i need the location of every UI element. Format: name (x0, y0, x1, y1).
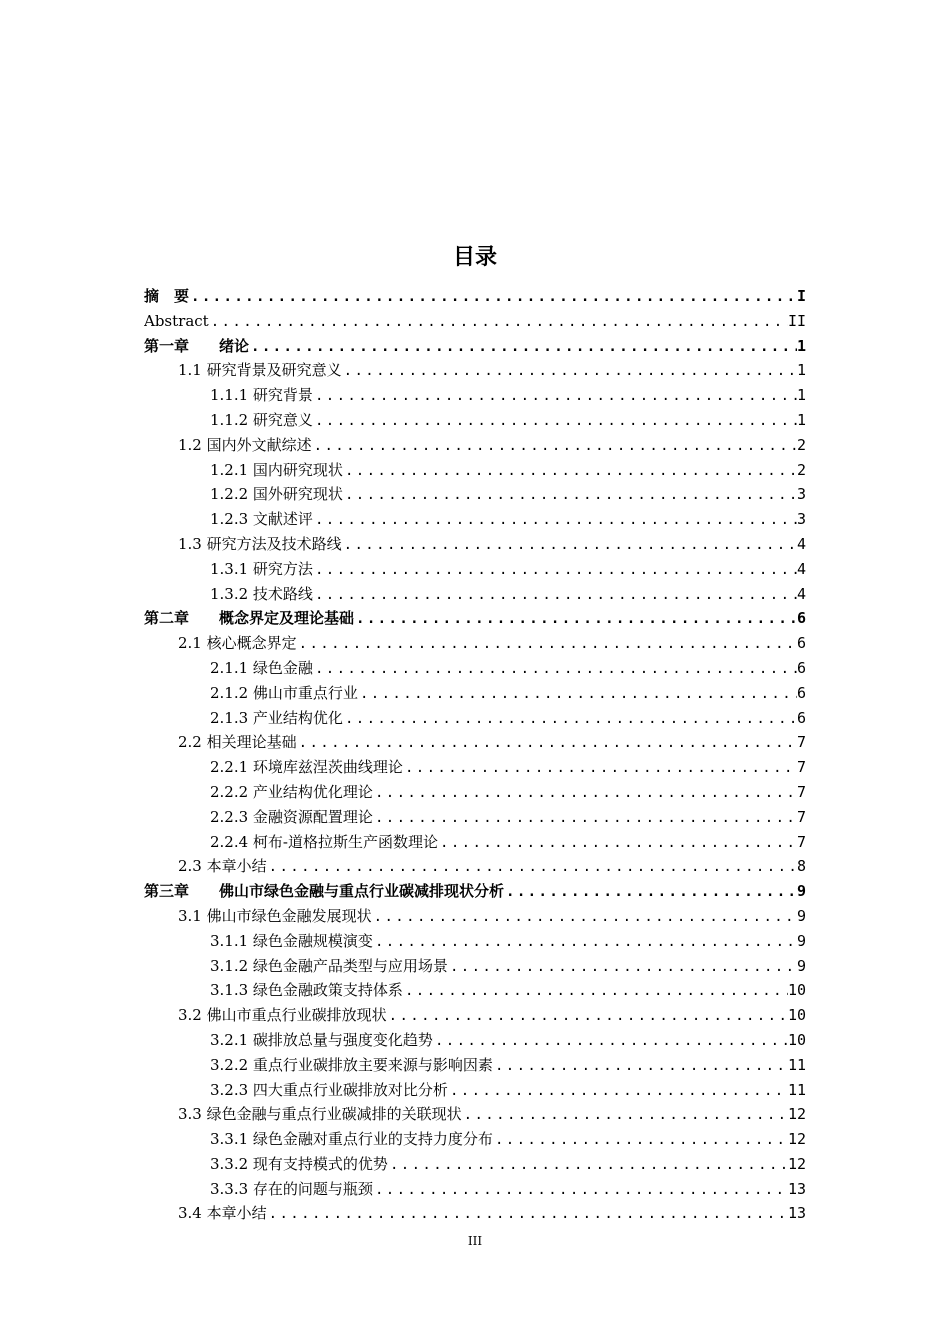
toc-leader-dots (313, 409, 797, 433)
toc-entry-label: 2.1 核心概念界定 (178, 634, 297, 653)
toc-leader-dots (372, 905, 797, 929)
toc-entry-label: 第三章 佛山市绿色金融与重点行业碳减排现状分析 (144, 882, 505, 901)
toc-leader-dots (403, 979, 788, 1003)
toc-leader-dots (358, 682, 797, 706)
toc-entry[interactable] (144, 433, 806, 458)
toc-entry-page: 4 (796, 559, 806, 578)
toc-entry[interactable] (144, 631, 806, 656)
toc-entry-label: 2.1.3 产业结构优化 (210, 708, 343, 727)
toc-entry-page: 1 (796, 410, 806, 429)
toc-entry-page: 7 (796, 782, 806, 801)
toc-leader-dots (373, 806, 797, 830)
toc-entry-page: 7 (796, 807, 806, 826)
toc-entry[interactable] (144, 309, 806, 334)
toc-entry-page: 7 (796, 758, 806, 777)
toc-leader-dots (342, 533, 797, 557)
toc-leader-dots (297, 731, 797, 755)
toc-entry-page: 12 (787, 1130, 806, 1149)
toc-entry-label: 2.1.1 绿色金融 (210, 658, 313, 677)
toc-entry-label: 3.2.1 碳排放总量与强度变化趋势 (210, 1030, 433, 1049)
toc-entry-label: 2.2 相关理论基础 (178, 733, 297, 752)
toc-entry-label: 1.2 国内外文献综述 (178, 435, 312, 454)
table-of-contents (144, 284, 806, 1226)
toc-entry-label: 1.3 研究方法及技术路线 (178, 534, 342, 553)
toc-leader-dots (387, 1004, 788, 1028)
toc-entry-label: 1.3.1 研究方法 (210, 559, 313, 578)
toc-entry[interactable] (144, 284, 806, 309)
toc-entry-label: 3.1.2 绿色金融产品类型与应用场景 (210, 956, 448, 975)
page-number-footer: III (467, 1234, 483, 1248)
toc-entry[interactable] (144, 1003, 806, 1028)
toc-entry-page: 13 (787, 1204, 806, 1223)
toc-entry-label: 3.1.3 绿色金融政策支持体系 (210, 981, 403, 1000)
toc-leader-dots (209, 310, 788, 334)
toc-entry-label: 2.2.2 产业结构优化理论 (210, 782, 373, 801)
toc-entry-page: 7 (796, 733, 806, 752)
toc-leader-dots (448, 1079, 788, 1103)
toc-entry[interactable] (144, 681, 806, 706)
toc-entry-label: Abstract (144, 311, 209, 330)
toc-entry[interactable] (144, 879, 806, 904)
toc-leader-dots (462, 1103, 788, 1127)
toc-entry-page: I (796, 287, 806, 305)
toc-leader-dots (504, 880, 797, 904)
toc-entry[interactable] (144, 805, 806, 830)
toc-entry[interactable] (144, 830, 806, 855)
toc-entry-label: 第二章 概念界定及理论基础 (144, 609, 355, 628)
toc-entry-label: 3.3.2 现有支持模式的优势 (210, 1154, 388, 1173)
toc-entry-label: 3.1 佛山市绿色金融发展现状 (178, 906, 372, 925)
toc-entry[interactable] (144, 408, 806, 433)
toc-leader-dots (343, 459, 797, 483)
toc-entry-label: 2.3 本章小结 (178, 857, 267, 876)
toc-entry-page: 2 (796, 460, 806, 479)
toc-leader-dots (313, 583, 797, 607)
toc-entry-page: 9 (796, 931, 806, 950)
toc-entry-page: 1 (796, 386, 806, 405)
toc-entry-label: 1.3.2 技术路线 (210, 584, 313, 603)
toc-entry-page: 9 (796, 906, 806, 925)
toc-entry-page: 6 (796, 609, 806, 628)
toc-leader-dots (313, 508, 797, 532)
toc-entry-page: 7 (796, 832, 806, 851)
toc-entry-label: 2.2.1 环境库兹涅茨曲线理论 (210, 758, 403, 777)
toc-entry[interactable] (144, 383, 806, 408)
toc-entry-page: II (787, 311, 806, 330)
toc-entry[interactable] (144, 904, 806, 929)
toc-entry-label: 摘 要 (144, 287, 190, 305)
toc-entry-page: 3 (796, 485, 806, 504)
toc-entry[interactable] (144, 706, 806, 731)
toc-entry-page: 6 (796, 683, 806, 702)
toc-entry[interactable] (144, 854, 806, 879)
toc-entry-label: 1.1 研究背景及研究意义 (178, 361, 342, 380)
toc-entry-page: 10 (787, 1006, 806, 1025)
toc-entry-label: 3.4 本章小结 (178, 1204, 267, 1223)
toc-entry[interactable] (144, 557, 806, 582)
toc-entry-label: 3.2 佛山市重点行业碳排放现状 (178, 1006, 387, 1025)
toc-entry[interactable] (144, 334, 806, 359)
toc-entry-label: 1.2.3 文献述评 (210, 510, 313, 529)
toc-entry[interactable] (144, 1053, 806, 1078)
toc-entry-page: 6 (796, 708, 806, 727)
toc-entry-page: 8 (796, 857, 806, 876)
toc-leader-dots (342, 359, 797, 383)
toc-entry-label: 3.3.3 存在的问题与瓶颈 (210, 1179, 373, 1198)
toc-entry[interactable] (144, 532, 806, 557)
toc-entry-label: 第一章 绪论 (144, 336, 250, 355)
toc-entry[interactable] (144, 358, 806, 383)
toc-entry[interactable] (144, 954, 806, 979)
toc-entry-label: 1.2.2 国外研究现状 (210, 485, 343, 504)
toc-entry[interactable] (144, 1028, 806, 1053)
toc-entry-label: 1.2.1 国内研究现状 (210, 460, 343, 479)
toc-leader-dots (313, 558, 797, 582)
toc-entry[interactable] (144, 1201, 806, 1226)
toc-entry-page: 1 (796, 361, 806, 380)
toc-leader-dots (267, 1202, 788, 1226)
toc-entry[interactable] (144, 582, 806, 607)
toc-entry-page: 1 (796, 336, 806, 355)
toc-leader-dots (313, 384, 797, 408)
toc-entry-page: 9 (796, 956, 806, 975)
toc-entry-page: 4 (796, 534, 806, 553)
toc-entry-label: 1.1.2 研究意义 (210, 410, 313, 429)
toc-entry[interactable] (144, 482, 806, 507)
toc-leader-dots (448, 955, 797, 979)
toc-entry-label: 3.2.3 四大重点行业碳排放对比分析 (210, 1080, 448, 1099)
toc-leader-dots (493, 1054, 788, 1078)
toc-entry-page: 10 (787, 981, 806, 1000)
toc-leader-dots (343, 483, 797, 507)
toc-entry-page: 3 (796, 510, 806, 529)
toc-entry[interactable] (144, 1127, 806, 1152)
toc-entry-page: 12 (787, 1154, 806, 1173)
toc-entry-label: 3.3.1 绿色金融对重点行业的支持力度分布 (210, 1130, 493, 1149)
toc-leader-dots (189, 285, 797, 309)
toc-entry-label: 2.2.3 金融资源配置理论 (210, 807, 373, 826)
toc-entry-page: 11 (787, 1080, 806, 1099)
toc-entry[interactable] (144, 929, 806, 954)
toc-entry-page: 11 (787, 1055, 806, 1074)
toc-leader-dots (354, 607, 797, 631)
toc-entry[interactable] (144, 730, 806, 755)
toc-leader-dots (403, 756, 797, 780)
toc-entry[interactable] (144, 1177, 806, 1202)
toc-leader-dots (313, 657, 797, 681)
toc-leader-dots (297, 632, 797, 656)
toc-entry[interactable] (144, 656, 806, 681)
toc-entry-page: 9 (796, 882, 806, 901)
toc-entry[interactable] (144, 978, 806, 1003)
toc-entry[interactable] (144, 780, 806, 805)
toc-entry[interactable] (144, 755, 806, 780)
toc-leader-dots (433, 1029, 788, 1053)
toc-entry-page: 6 (796, 658, 806, 677)
toc-entry[interactable] (144, 507, 806, 532)
toc-leader-dots (388, 1153, 788, 1177)
toc-entry[interactable] (144, 606, 806, 631)
toc-leader-dots (373, 1178, 788, 1202)
toc-entry-label: 3.3 绿色金融与重点行业碳减排的关联现状 (178, 1105, 462, 1124)
toc-entry-page: 10 (787, 1030, 806, 1049)
toc-entry-label: 1.1.1 研究背景 (210, 386, 313, 405)
toc-leader-dots (438, 831, 797, 855)
toc-entry[interactable] (144, 1102, 806, 1127)
toc-leader-dots (373, 930, 797, 954)
page-title: 目录 (452, 245, 497, 270)
toc-entry-page: 6 (796, 634, 806, 653)
toc-entry[interactable] (144, 1078, 806, 1103)
toc-leader-dots (249, 335, 797, 359)
toc-entry-page: 12 (787, 1105, 806, 1124)
toc-entry-label: 3.1.1 绿色金融规模演变 (210, 931, 373, 950)
toc-entry[interactable] (144, 1152, 806, 1177)
toc-leader-dots (493, 1128, 788, 1152)
toc-leader-dots (312, 434, 797, 458)
toc-entry-page: 13 (787, 1179, 806, 1198)
toc-entry-label: 3.2.2 重点行业碳排放主要来源与影响因素 (210, 1055, 493, 1074)
toc-leader-dots (267, 855, 797, 879)
toc-entry-page: 4 (796, 584, 806, 603)
toc-entry-label: 2.1.2 佛山市重点行业 (210, 683, 358, 702)
toc-entry-page: 2 (796, 435, 806, 454)
toc-leader-dots (373, 781, 797, 805)
toc-entry[interactable] (144, 458, 806, 483)
toc-leader-dots (343, 707, 797, 731)
toc-entry-label: 2.2.4 柯布-道格拉斯生产函数理论 (210, 832, 439, 851)
